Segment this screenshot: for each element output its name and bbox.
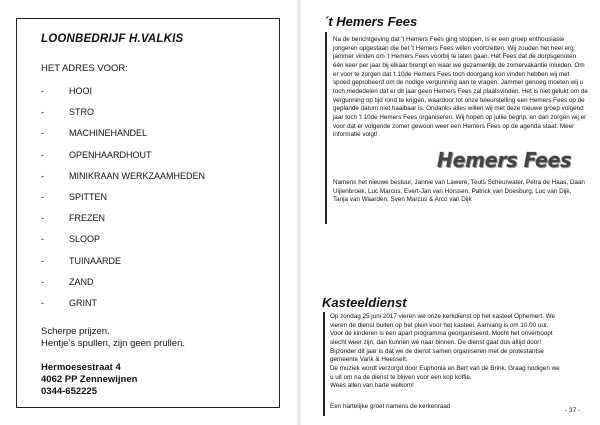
ad-address: Hermoesestraat 4 4062 PP Zennewijnen 0344-652225: [41, 362, 138, 397]
advertisement-box: LOONBEDRIJF H.VALKIS HET ADRES VOOR: - HOOI - STRO - MACHINEHANDEL - OPENHAARDHOUT - MINIKRAAN WERKZAAMHEDEN - SPITTEN - FREZEN - SLOOP - TUINAARDE - ZAND - GRINT Scherpe prijzen. Hentje’s spullen, zijn geen prullen. Hermoesestraat 4 4062 PP Zennewijnen 0344-652225: [16, 18, 280, 408]
hemers-fees-logo: [333, 148, 588, 176]
ad-subtitle: HET ADRES VOOR:: [41, 63, 128, 74]
board-members: Namens het nieuwe bestuur, Jannie van Lawere, Teuts Scheurwater, Petra de Haas, Daan Uijlenbroek, Luc Marcus, Evert-Jan van Horssen, Patrick van Doesburg, Luc van Dijk, Tanja van Waarden, Sven Marcus & Arco van Dijk: [333, 179, 585, 204]
ad-tagline: Scherpe prijzen. Hentje’s spullen, zijn geen prullen.: [41, 326, 185, 349]
kasteeldienst-closing: Een hartelijke groet namens de kerkenraad: [330, 403, 451, 410]
section-rule: [325, 32, 327, 224]
hemers-fees-body: Na de berichtgeving dat 't Hemers Fees ging stoppen, is er een groep enthousiaste jongeren opgestaan die het 't Hemers Fees willen voortzetten. Wij zouden het heel erg jammer vinden om 't Hemers Fees voorbij te laten gaan. Het Fees dat de dorpsgenoten één keer per jaar bij elkaar brengt en waar we gezamenlijk de zomervakantie inluiden. Om er voor te zorgen dat 't 10de Hemers Fees toch doorgang kon vinden hebben wij met spoed geprobeerd om de nodige vergunning aan te vragen. Jammer genoeg moeten wij u toch mededelen dat er dit jaar geen Hemers Fees zal plaatsvinden. Het is niet gelukt om de vergunning op tijd rond te krijgen, waardoor tot onze teleurstelling een Hemers Fees op de geplande datum niet haalbaar is. Ondanks alles willen wij met deze nieuwe groep volgend jaar toch 't 10de Hemers Fees organiseren. Wij hopen op jullie begrip, en dan zorgen wij er voor dat er volgende zomer gewoon weer een Hemers Fees op de agenda staat. Meer informatie volgt!: [333, 36, 588, 139]
ad-title: LOONBEDRIJF H.VALKIS: [41, 33, 184, 45]
hemers-fees-wordmark: Hemers Fees: [437, 148, 572, 172]
section-rule: [323, 312, 325, 416]
page-number: - 37 -: [565, 407, 581, 414]
section-heading-hemers-fees: ´t Hemers Fees: [324, 14, 418, 29]
kasteeldienst-body: Op zondag 25 juni 2017 vieren we onze kerkdienst op het kasteel Ophemert. We vieren de dienst buiten op het plein voor het kasteel. Aanvang is om 10.00 uur. Voor de kinderen is een apart programma georganiseerd. Mocht het onverhoopt slecht weer zijn, dan kunnen we naar binnen. De dienst gaat dus altijd door! Bijzonder dit jaar is dat we de dienst samen organiseren met de protestantse gemeente Varik & Heesselt. De muziek wordt verzorgd door Euphonia en Bert van de Brink. Graag nodigen we u uit om na de dienst te blijven voor een kop koffie. Wees allen van harte welkom!: [330, 313, 560, 390]
page-gutter: [296, 0, 302, 425]
section-heading-kasteeldienst: Kasteeldienst: [322, 295, 407, 310]
